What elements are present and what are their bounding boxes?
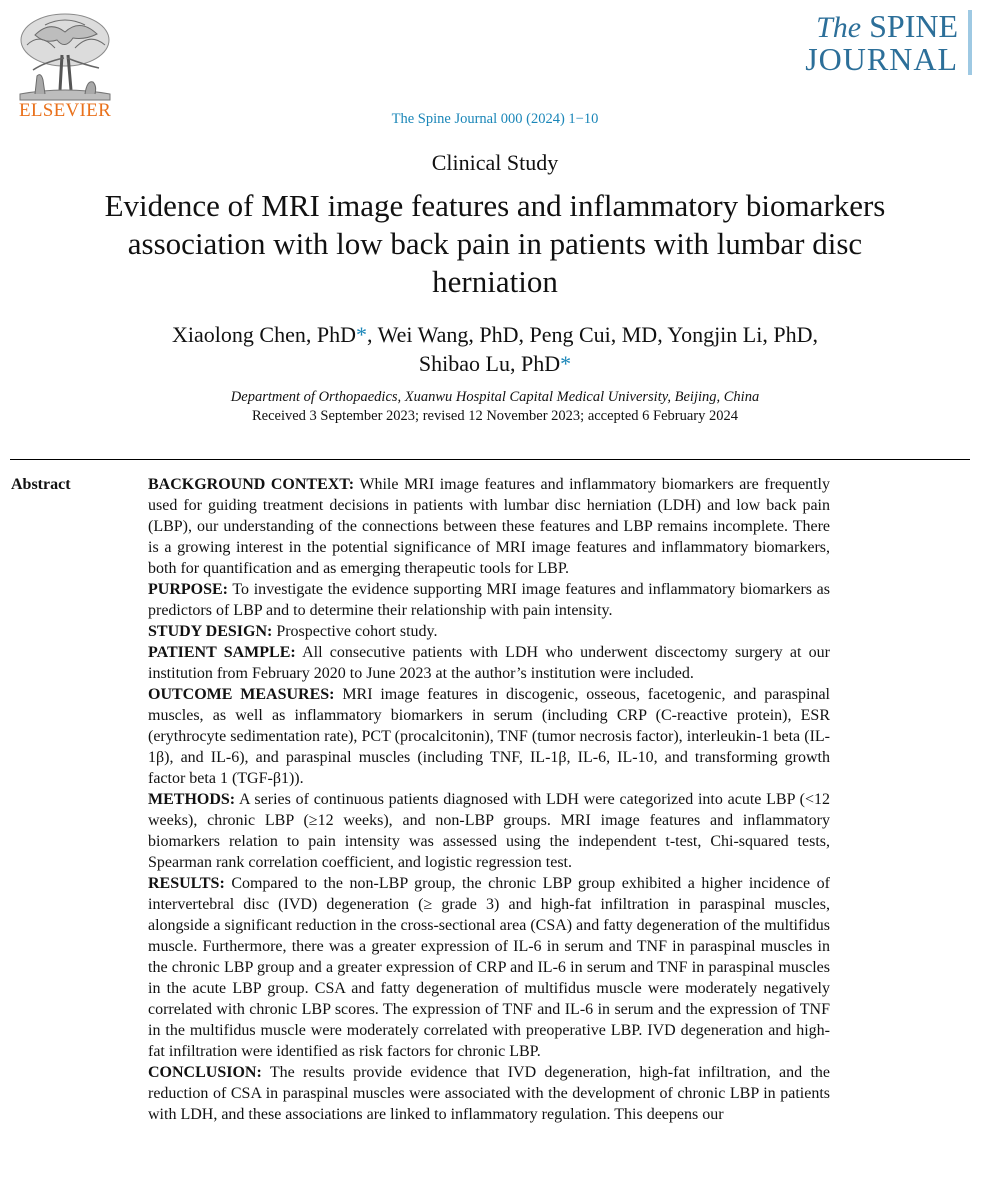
- abstract-section: [148, 642, 830, 684]
- abstract-label: Abstract: [11, 476, 71, 493]
- abstract-section: [148, 579, 830, 621]
- section-heading: OUTCOME MEASURES:: [148, 686, 335, 703]
- journal-logo: [805, 10, 972, 75]
- section-text: While MRI image features and inflammatory biomarkers are frequently used for guiding treatment decisions in patients with lumbar disc herniation (LDH) and low back pain (LBP), our understanding of the connections between these features and LBP remains incomplete. There is a growing interest in the potential significance of MRI image features and inflammatory biomarkers, both for quantification and as emerging therapeutic tools for LBP.: [148, 476, 830, 577]
- section-heading: BACKGROUND CONTEXT:: [148, 476, 355, 493]
- publisher-name: ELSEVIER: [18, 100, 112, 121]
- abstract-section: [148, 474, 830, 579]
- elsevier-tree-icon: [15, 10, 115, 102]
- section-text: To investigate the evidence supporting MRI image features and inflammatory biomarkers as predictors of LBP and to determine their relationship with pain intensity.: [148, 581, 830, 619]
- section-text: Prospective cohort study.: [276, 623, 438, 640]
- corresponding-author-marker[interactable]: *: [560, 351, 572, 376]
- journal-logo-spine: SPINE: [869, 8, 958, 44]
- author-names: , Wei Wang, PhD, Peng Cui, MD, Yongjin Li, PhD,: [366, 322, 818, 347]
- section-heading: STUDY DESIGN:: [148, 623, 273, 640]
- journal-logo-the: The: [816, 11, 862, 44]
- affiliation: Department of Orthopaedics, Xuanwu Hospital Capital Medical University, Beijing, China: [230, 389, 760, 405]
- abstract-section: [148, 621, 830, 642]
- section-heading: METHODS:: [148, 791, 236, 808]
- author-list: [90, 320, 900, 378]
- author-name: Xiaolong Chen, PhD: [172, 322, 356, 347]
- article-type: Clinical Study: [431, 150, 559, 175]
- section-heading: RESULTS:: [148, 875, 225, 892]
- section-text: Compared to the non-LBP group, the chronic LBP group exhibited a higher incidence of intervertebral disc (IVD) degeneration (≥ grade 3) and high-fat infiltration in paraspinal muscles, alongside a significant reduction in the cross-sectional area (CSA) and fatty degeneration of the multifidus muscle. Furthermore, there was a greater expression of IL-6 in serum and TNF in paraspinal muscles in the chronic LBP group and a greater expression of CRP and IL-6 in serum and TNF in paraspinal muscles in the acute LBP group. CSA and fatty degeneration of multifidus muscle were moderately negatively correlated with chronic LBP scores. The expression of TNF and IL-6 in serum and the expression of TNF in the multifidus muscle were moderately correlated with preoperative LBP. IVD degeneration and high-fat infiltration were identified as risk factors for chronic LBP.: [148, 875, 830, 1060]
- section-heading: PURPOSE:: [148, 581, 228, 598]
- section-text: MRI image features in discogenic, osseous, facetogenic, and paraspinal muscles, as well as inflammatory biomarkers in serum (including CRP (C-reactive protein), ESR (erythrocyte sedimentation rate), PCT (procalcitonin), TNF (tumor necrosis factor), interleukin-1 beta (IL-1β), and IL-6), and paraspinal muscles (including TNF, IL-1β, IL-6, IL-10, and transforming growth factor beta 1 (TGF-β1)).: [148, 686, 830, 787]
- received-dates: Received 3 September 2023; revised 12 November 2023; accepted 6 February 2024: [251, 408, 738, 424]
- article-title: Evidence of MRI image features and inflammatory biomarkers association with low back pain in patients with lumbar disc herniation: [104, 188, 886, 299]
- abstract-section: [148, 1062, 830, 1125]
- abstract-section: [148, 873, 830, 1062]
- section-heading: PATIENT SAMPLE:: [148, 644, 296, 661]
- abstract-section: [148, 789, 830, 873]
- section-text: A series of continuous patients diagnosed with LDH were categorized into acute LBP (<12 weeks), chronic LBP (≥12 weeks), and non-LBP groups. MRI image features and inflammatory biomarkers relation to pain intensity was assessed using the independent t-test, Chi-squared tests, Spearman rank correlation coefficient, and logistic regression test.: [148, 791, 830, 871]
- abstract-section: [148, 684, 830, 789]
- abstract-body: [148, 474, 830, 1125]
- journal-citation-link[interactable]: The Spine Journal 000 (2024) 1−10: [391, 111, 599, 127]
- publisher-logo: [10, 10, 120, 122]
- section-text: All consecutive patients with LDH who underwent discectomy surgery at our institution from February 2020 to June 2023 at the author’s institution were included.: [148, 644, 830, 682]
- section-heading: CONCLUSION:: [148, 1064, 262, 1081]
- author-name: Shibao Lu, PhD: [418, 351, 561, 376]
- section-text: The results provide evidence that IVD degeneration, high-fat infiltration, and the reduction of CSA in paraspinal muscles were associated with the development of chronic LBP in patients with LDH, and these associations are linked to inflammatory regulation. This deepens our: [148, 1064, 830, 1123]
- divider: [10, 459, 970, 460]
- journal-logo-journal: JOURNAL: [805, 41, 958, 77]
- corresponding-author-marker[interactable]: *: [355, 322, 367, 347]
